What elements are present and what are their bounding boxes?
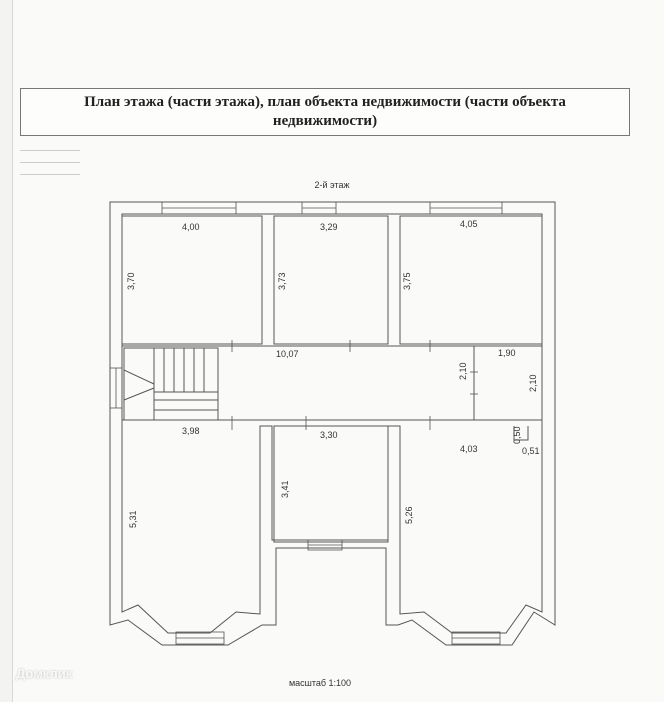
watermark-logo: Домклик [16, 666, 73, 681]
dim-sw-width: 3,98 [182, 426, 200, 436]
title-line-2: недвижимости) [272, 113, 378, 129]
dim-bath-width: 1,90 [498, 348, 516, 358]
dim-se-width: 4,03 [460, 444, 478, 454]
dim-s-width: 3,30 [320, 430, 338, 440]
room-nw [122, 216, 262, 344]
door-marks [232, 340, 478, 430]
dim-ne-width: 4,05 [460, 219, 478, 229]
dim-hall-height: 2,10 [458, 362, 468, 380]
dim-nw-height: 3,70 [126, 272, 136, 290]
dim-s-height: 3,41 [280, 480, 290, 498]
dim-ne-height: 3,75 [402, 272, 412, 290]
dim-n-width: 3,29 [320, 222, 338, 232]
room-s [274, 426, 388, 542]
room-n [274, 216, 388, 344]
title-line-1: План этажа (части этажа), план объекта недвижимости (части объекта [84, 94, 566, 110]
room-ne [400, 216, 542, 344]
dim-se-height: 5,26 [404, 506, 414, 524]
outer-wall [110, 202, 555, 645]
dim-hall-length: 10,07 [276, 349, 299, 359]
dim-bath-height: 2,10 [528, 374, 538, 392]
dim-se-niche-w: 0,51 [522, 446, 540, 456]
dim-n-height: 3,73 [277, 272, 287, 290]
scale-label: масштаб 1:100 [288, 678, 352, 688]
floor-label: 2-й этаж [314, 180, 350, 190]
dim-se-niche-h: 0,50 [512, 426, 522, 444]
dim-sw-height: 5,31 [128, 510, 138, 528]
inner-outline [122, 214, 542, 633]
dim-nw-width: 4,00 [182, 222, 200, 232]
